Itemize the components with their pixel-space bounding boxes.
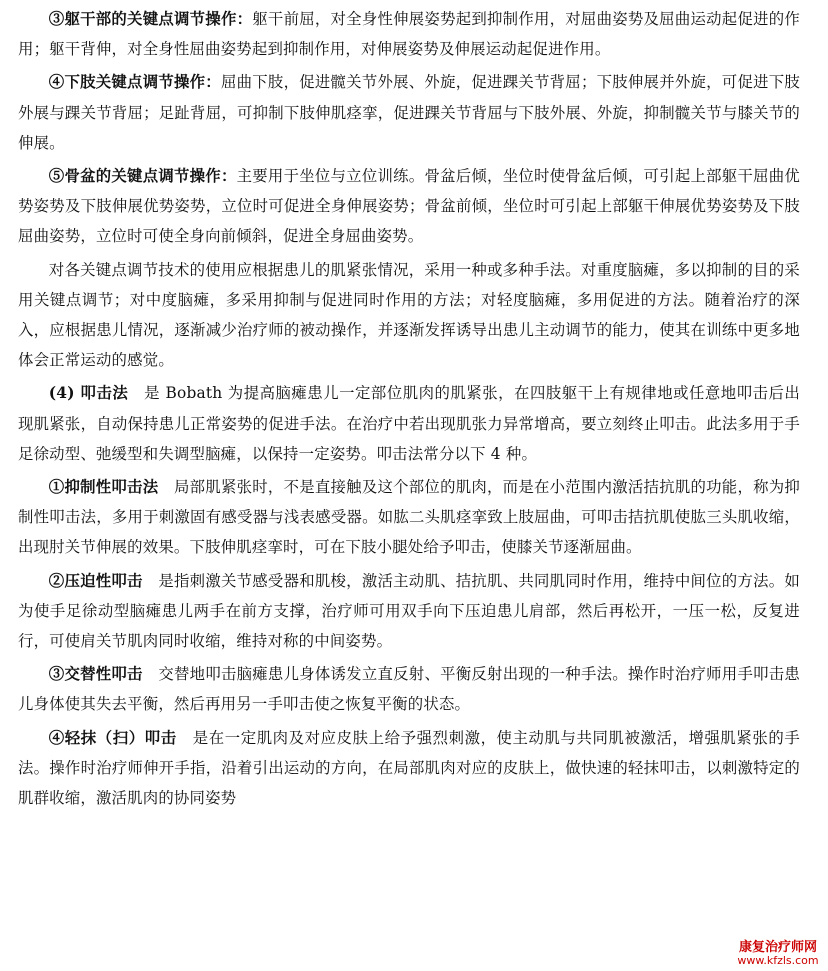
paragraph-lead: ②压迫性叩击 [48, 571, 143, 590]
paragraph-pressure-tapping [18, 566, 800, 657]
watermark-site-name: 康复治疗师网 [738, 939, 817, 955]
paragraph-lead: ④下肢关键点调节操作： [48, 73, 221, 92]
paragraph-lead: ③交替性叩击 [48, 665, 143, 684]
paragraph-text: 是在一定肌肉及对应皮肤上给予强烈刺激，使主动肌与共同肌被激活，增强肌紧张的手法。操作时治疗师伸开手指，沿着引出运动的方向，在局部肌肉对应的皮肤上，做快速的轻抹叩击，以刺激特定的肌群收缩，激活肌肉的协同姿势 [18, 728, 800, 808]
watermark-site-url: www.kfzls.com [737, 953, 819, 967]
paragraph-lead: ④轻抹（扫）叩击 [48, 728, 177, 747]
paragraph-text: 对各关键点调节技术的使用应根据患儿的肌紧张情况，采用一种或多种手法。对重度脑瘫，多以抑制的目的采用关键点调节；对中度脑瘫，多采用抑制与促进同时作用的方法；对轻度脑瘫，多用促进的方法。随着治疗的深入，应根据患儿情况，逐渐减少治疗师的被动操作，并逐渐发挥诱导出患儿主动调节的能力，使其在训练中更多地体会正常运动的感觉。 [18, 260, 800, 370]
paragraph-lead: ③躯干部的关键点调节操作： [48, 10, 253, 28]
paragraph-sweep-tapping [18, 723, 800, 814]
paragraph-text: 屈曲下肢，促进髋关节外展、外旋，促进踝关节背屈；下肢伸展并外旋，可促进下肢外展与踝关节背屈；足趾背屈，可抑制下肢伸肌痉挛，促进踝关节背屈与下肢外展、外旋，抑制髋关节与膝关节的伸展。 [18, 73, 801, 152]
paragraph-trunk-key-point [18, 4, 800, 64]
paragraph-lead: (4) 叩击法 [48, 384, 129, 403]
paragraph-inhibitory-tapping [18, 472, 800, 563]
paragraph-pelvis-key-point [18, 161, 800, 252]
paragraph-text: 局部肌紧张时，不是直接触及这个部位的肌肉，而是在小范围内激活拮抗肌的功能，称为抑制性叩击法，多用于刺激固有感受器与浅表感受器。如肱二头肌痉挛致上肢屈曲，可叩击拮抗肌使肱三头肌收缩，出现肘关节伸展的效果。下肢伸肌痉挛时，可在下肢小腿处给予叩击，使膝关节逐渐屈曲。 [18, 478, 800, 557]
paragraph-lead: ①抑制性叩击法 [48, 478, 159, 497]
site-watermark [732, 941, 824, 967]
paragraph-lower-limb-key-point [18, 67, 800, 158]
paragraph-alternating-tapping [18, 659, 800, 719]
paragraph-text: 是指刺激关节感受器和肌梭，激活主动肌、拮抗肌、共同肌同时作用，维持中间位的方法。如为使手足徐动型脑瘫患儿两手在前方支撑，治疗师可用双手向下压迫患儿肩部，然后再松开，一压一松，反复进行，可使肩关节肌肉同时收缩，维持对称的中间姿势。 [18, 571, 801, 651]
paragraph-text: 主要用于坐位与立位训练。骨盆后倾，坐位时使骨盆后倾，可引起上部躯干屈曲优势姿势及下肢伸展优势姿势，立位时可促进全身伸展姿势；骨盆前倾，坐位时可引起上部躯干伸展优势姿势及下肢屈曲姿势，立位时可使全身向前倾斜，促进全身屈曲姿势。 [18, 167, 801, 246]
paragraph-lead: ⑤骨盆的关键点调节操作： [48, 167, 237, 186]
paragraph-text: 躯干前屈，对全身性伸展姿势起到抑制作用，对屈曲姿势及屈曲运动起促进的作用；躯干背伸，对全身性屈曲姿势起到抑制作用，对伸展姿势及伸展运动起促进作用。 [18, 10, 800, 59]
paragraph-key-point-usage [18, 255, 800, 376]
paragraph-tapping-method [18, 378, 800, 469]
paragraph-text: 是 Bobath 为提高脑瘫患儿一定部位肌肉的肌紧张，在四肢躯干上有规律地或任意地叩击后出现肌紧张，自动保持患儿正常姿势的促进手法。在治疗中若出现肌张力异常增高，要立刻终止叩击。此法多用于手足徐动型、弛缓型和失调型脑瘫，以保持一定姿势。叩击法常分以下 4 种。 [18, 384, 801, 463]
paragraph-text: 交替地叩击脑瘫患儿身体诱发立直反射、平衡反射出现的一种手法。操作时治疗师用手叩击患儿身体使其失去平衡，然后再用另一手叩击使之恢复平衡的状态。 [18, 665, 801, 714]
